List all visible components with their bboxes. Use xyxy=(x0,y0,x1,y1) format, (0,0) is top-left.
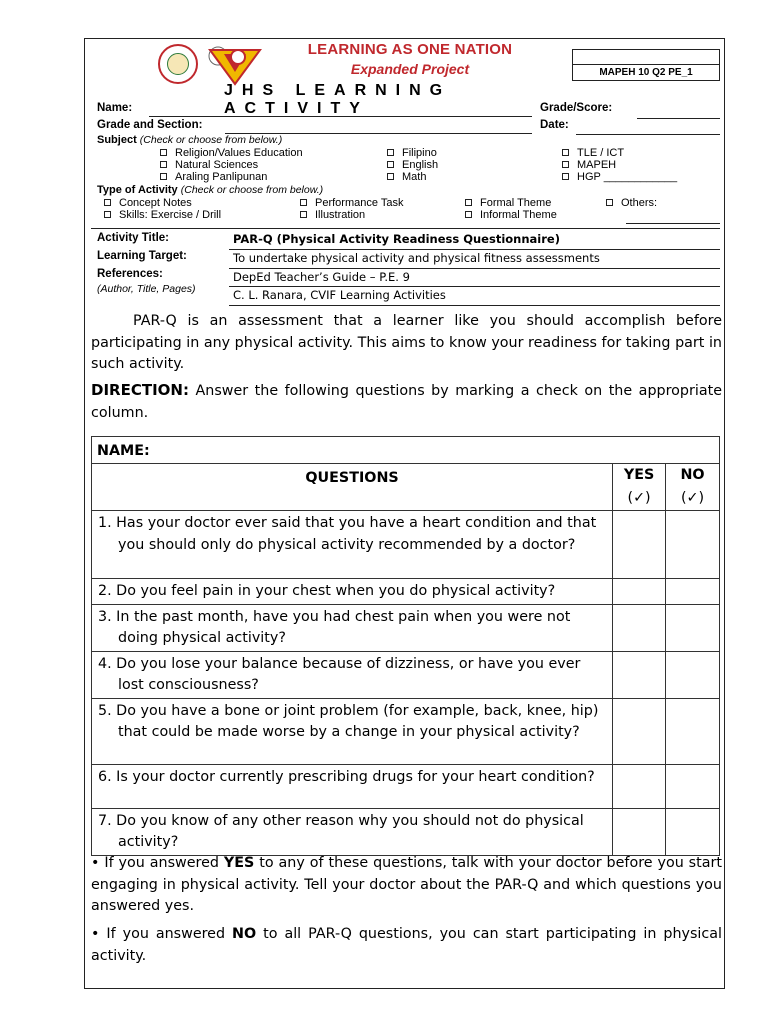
table-row xyxy=(92,764,720,808)
question-text: 2. Do you feel pain in your chest when you do physical activity? xyxy=(92,579,613,605)
learning-target-line xyxy=(229,268,720,269)
activity-type-option[interactable]: Skills: Exercise / Drill xyxy=(104,209,221,221)
direction-text: Answer the following questions by marking a check on the appropriate column. xyxy=(91,383,722,421)
checkbox-icon[interactable] xyxy=(300,199,307,206)
questions-header: QUESTIONS xyxy=(92,464,613,511)
checkbox-icon[interactable] xyxy=(562,173,569,180)
grade-score-field[interactable] xyxy=(637,118,720,119)
subject-option[interactable]: English xyxy=(387,159,438,171)
activity-type-option[interactable]: Concept Notes xyxy=(104,197,192,209)
no-cell[interactable] xyxy=(666,764,720,808)
no-cell[interactable] xyxy=(666,604,720,651)
yes-cell[interactable] xyxy=(613,808,666,855)
grade-section-label: Grade and Section: xyxy=(97,119,203,131)
subject-option[interactable]: Natural Sciences xyxy=(160,159,258,171)
subject-option[interactable]: HGP ____________ xyxy=(562,171,677,183)
activity-type-option[interactable]: Others: xyxy=(606,197,657,209)
bullet-icon: • xyxy=(91,926,100,942)
direction-paragraph xyxy=(91,380,722,424)
yes-cell[interactable] xyxy=(613,651,666,698)
reference-line xyxy=(229,286,720,287)
grade-score-label: Grade/Score: xyxy=(540,102,613,114)
activity-type-heading: Type of Activity (Check or choose from below.) xyxy=(97,184,324,196)
activity-type-option[interactable]: Illustration xyxy=(300,209,365,221)
school-seal-logo xyxy=(158,44,198,84)
activity-type-option[interactable]: Informal Theme xyxy=(465,209,557,221)
question-text: 7. Do you know of any other reason why you should not do physical activity? xyxy=(92,808,613,855)
subject-option[interactable]: Religion/Values Education xyxy=(160,147,303,159)
learning-target-label: Learning Target: xyxy=(97,250,187,262)
question-text: 4. Do you lose your balance because of dizziness, or have you ever lost consciousness? xyxy=(92,651,613,698)
intro-paragraph: PAR-Q is an assessment that a learner like you should accomplish before participating in any physical activity. This aims to know your readiness for taking part in such activity. xyxy=(91,313,722,372)
no-cell[interactable] xyxy=(666,651,720,698)
program-title: LEARNING AS ONE NATION xyxy=(307,41,513,58)
references-hint: (Author, Title, Pages) xyxy=(97,283,196,295)
table-row xyxy=(92,698,720,764)
code-box-top xyxy=(572,49,720,65)
activity-sheet-title: JHS LEARNING ACTIVITY xyxy=(224,82,452,117)
activity-code: MAPEH 10 Q2 PE_1 xyxy=(572,64,720,81)
deped-logo xyxy=(204,44,266,86)
table-row xyxy=(92,604,720,651)
checkbox-icon[interactable] xyxy=(606,199,613,206)
checkbox-icon[interactable] xyxy=(160,173,167,180)
name-field[interactable] xyxy=(149,116,532,117)
question-text: 1. Has your doctor ever said that you have a heart condition and that you should only do physical activity recommended by a doctor? xyxy=(92,511,613,579)
checkbox-icon[interactable] xyxy=(387,149,394,156)
activity-title-line xyxy=(229,249,720,250)
checkbox-icon[interactable] xyxy=(387,161,394,168)
date-field[interactable] xyxy=(576,134,720,135)
reference-line xyxy=(229,305,720,306)
table-row xyxy=(92,808,720,855)
no-cell[interactable] xyxy=(666,808,720,855)
table-name-label: NAME: xyxy=(92,437,720,464)
reference-item: C. L. Ranara, CVIF Learning Activities xyxy=(233,288,446,302)
yes-cell[interactable] xyxy=(613,579,666,605)
activity-title-value: PAR-Q (Physical Activity Readiness Questionnaire) xyxy=(233,232,560,246)
checkbox-icon[interactable] xyxy=(465,199,472,206)
subject-option[interactable]: Math xyxy=(387,171,426,183)
checkbox-icon[interactable] xyxy=(562,149,569,156)
checkbox-icon[interactable] xyxy=(300,211,307,218)
subject-option[interactable]: Filipino xyxy=(387,147,437,159)
name-label: Name: xyxy=(97,102,133,114)
learning-target-value: To undertake physical activity and physical fitness assessments xyxy=(233,251,600,265)
yes-header: YES (✓) xyxy=(613,464,666,511)
yes-cell[interactable] xyxy=(613,698,666,764)
checkbox-icon[interactable] xyxy=(562,161,569,168)
program-subtitle: Expanded Project xyxy=(350,61,470,77)
date-label: Date: xyxy=(540,119,569,131)
table-row xyxy=(92,579,720,605)
reference-item: DepEd Teacher’s Guide – P.E. 9 xyxy=(233,270,410,284)
checkbox-icon[interactable] xyxy=(104,199,111,206)
table-row xyxy=(92,651,720,698)
checkbox-icon[interactable] xyxy=(465,211,472,218)
yes-cell[interactable] xyxy=(613,604,666,651)
activity-type-option[interactable]: Performance Task xyxy=(300,197,403,209)
references-label: References: xyxy=(97,268,163,280)
question-text: 3. In the past month, have you had chest pain when you were not doing physical activity? xyxy=(92,604,613,651)
checkbox-icon[interactable] xyxy=(160,161,167,168)
yes-cell[interactable] xyxy=(613,764,666,808)
checkbox-icon[interactable] xyxy=(387,173,394,180)
no-cell[interactable] xyxy=(666,511,720,579)
subject-heading: Subject (Check or choose from below.) xyxy=(97,134,283,146)
question-text: 5. Do you have a bone or joint problem (for example, back, knee, hip) that could be made worse by a change in your physical activity? xyxy=(92,698,613,764)
checkbox-icon[interactable] xyxy=(104,211,111,218)
subject-option[interactable]: Araling Panlipunan xyxy=(160,171,267,183)
subject-option[interactable]: MAPEH xyxy=(562,159,616,171)
bullet-icon: • xyxy=(91,855,100,871)
others-field[interactable] xyxy=(626,223,720,224)
subject-option[interactable]: TLE / ICT xyxy=(562,147,624,159)
no-cell[interactable] xyxy=(666,698,720,764)
no-header: NO (✓) xyxy=(666,464,720,511)
section-divider xyxy=(91,228,720,229)
yes-note: • If you answered YES to any of these questions, talk with your doctor before you start engaging in physical activity. Tell your doctor about the PAR-Q and which questions you answered yes. xyxy=(91,855,722,914)
no-note: • If you answered NO to all PAR-Q questions, you can start participating in physical activity. xyxy=(91,926,722,964)
checkbox-icon[interactable] xyxy=(160,149,167,156)
direction-label: DIRECTION: xyxy=(91,381,189,399)
no-cell[interactable] xyxy=(666,579,720,605)
question-text: 6. Is your doctor currently prescribing drugs for your heart condition? xyxy=(92,764,613,808)
activity-type-option[interactable]: Formal Theme xyxy=(465,197,551,209)
activity-title-label: Activity Title: xyxy=(97,232,169,244)
parq-table xyxy=(91,436,720,856)
yes-cell[interactable] xyxy=(613,511,666,579)
table-row xyxy=(92,511,720,579)
